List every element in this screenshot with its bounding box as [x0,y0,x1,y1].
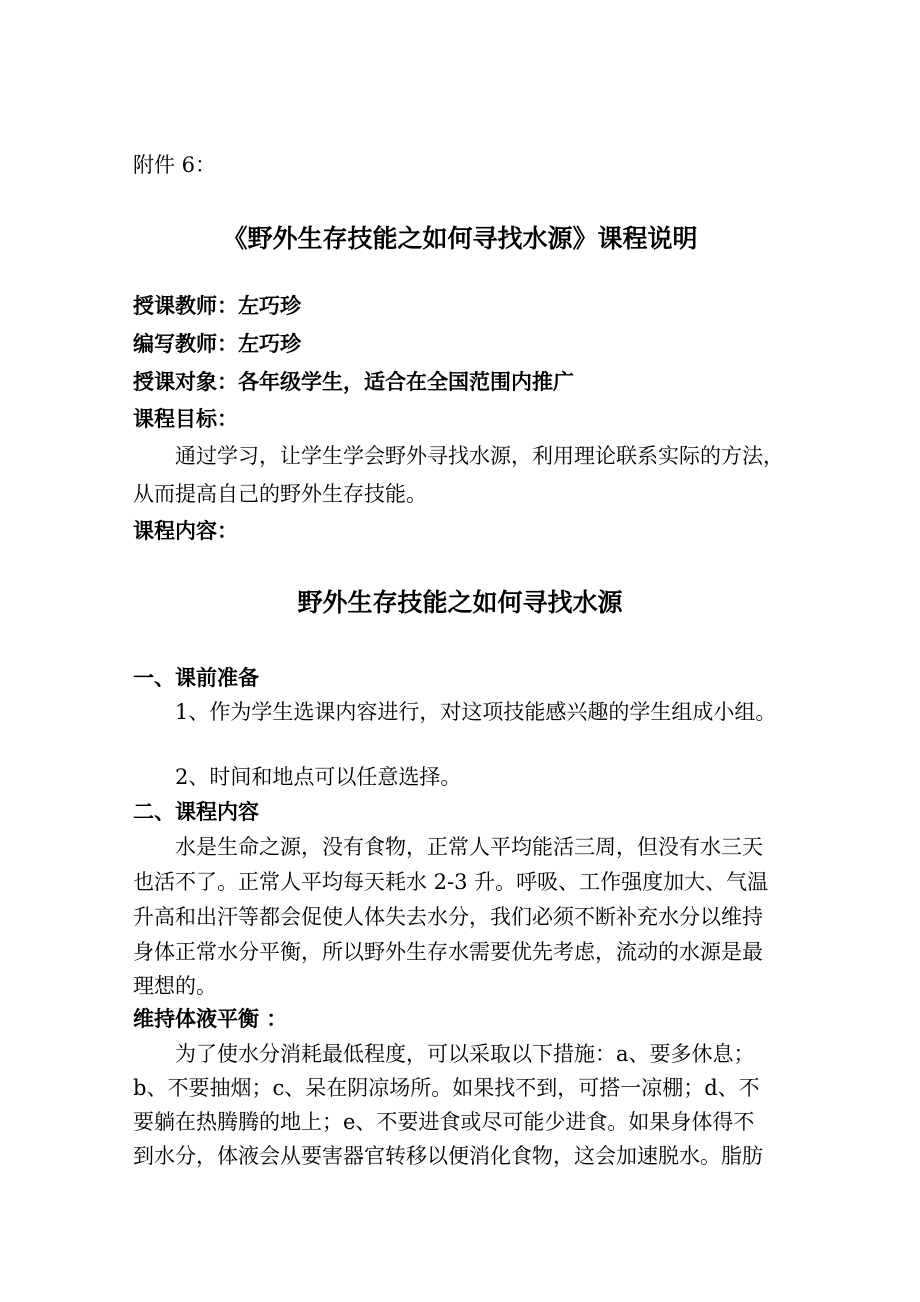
paragraph-line: 理想的。 [133,974,217,998]
goal-text-line: 通过学习，让学生学会野外寻找水源，利用理论联系实际的方法， [175,444,784,468]
section-heading: 一、课前准备 [133,666,259,690]
section-heading: 二、课程内容 [133,800,259,824]
writer-line: 编写教师：左巧珍 [133,332,301,356]
course-title: 野外生存技能之如何寻找水源 [297,588,623,617]
audience-line: 授课对象：各年级学生，适合在全国范围内推广 [133,370,574,394]
document-title: 《野外生存技能之如何寻找水源》课程说明 [222,224,698,253]
paragraph-line: 到水分，体液会从要害器官转移以便消化食物，这会加速脱水。脂肪 [133,1144,763,1168]
goal-heading: 课程目标： [133,407,238,431]
paragraph-line: b、不要抽烟；c、呆在阴凉场所。如果找不到，可搭一凉棚；d、不 [133,1076,760,1100]
paragraph-line: 升高和出汗等都会促使人体失去水分，我们必须不断补充水分以维持 [133,905,763,929]
paragraph-line: 也活不了。正常人平均每天耗水 2-3 升。呼吸、工作强度加大、气温 [133,870,769,894]
attachment-label: 附件 6： [133,153,217,177]
paragraph-line: 身体正常水分平衡，所以野外生存水需要优先考虑，流动的水源是最 [133,940,763,964]
list-item: 2、时间和地点可以任意选择。 [175,765,462,789]
list-item: 1、作为学生选课内容进行，对这项技能感兴趣的学生组成小组。 [175,700,777,724]
content-heading: 课程内容： [133,519,238,543]
goal-text-line: 从而提高自己的野外生存技能。 [133,482,427,506]
paragraph-line: 要躺在热腾腾的地上；e、不要进食或尽可能少进食。如果身体得不 [133,1110,755,1134]
paragraph-line: 水是生命之源，没有食物，正常人平均能活三周，但没有水三天 [175,835,763,859]
teacher-line: 授课教师：左巧珍 [133,294,301,318]
paragraph-line: 为了使水分消耗最低程度，可以采取以下措施：a、要多休息； [175,1042,755,1066]
balance-heading: 维持体液平衡 ： [133,1007,288,1031]
